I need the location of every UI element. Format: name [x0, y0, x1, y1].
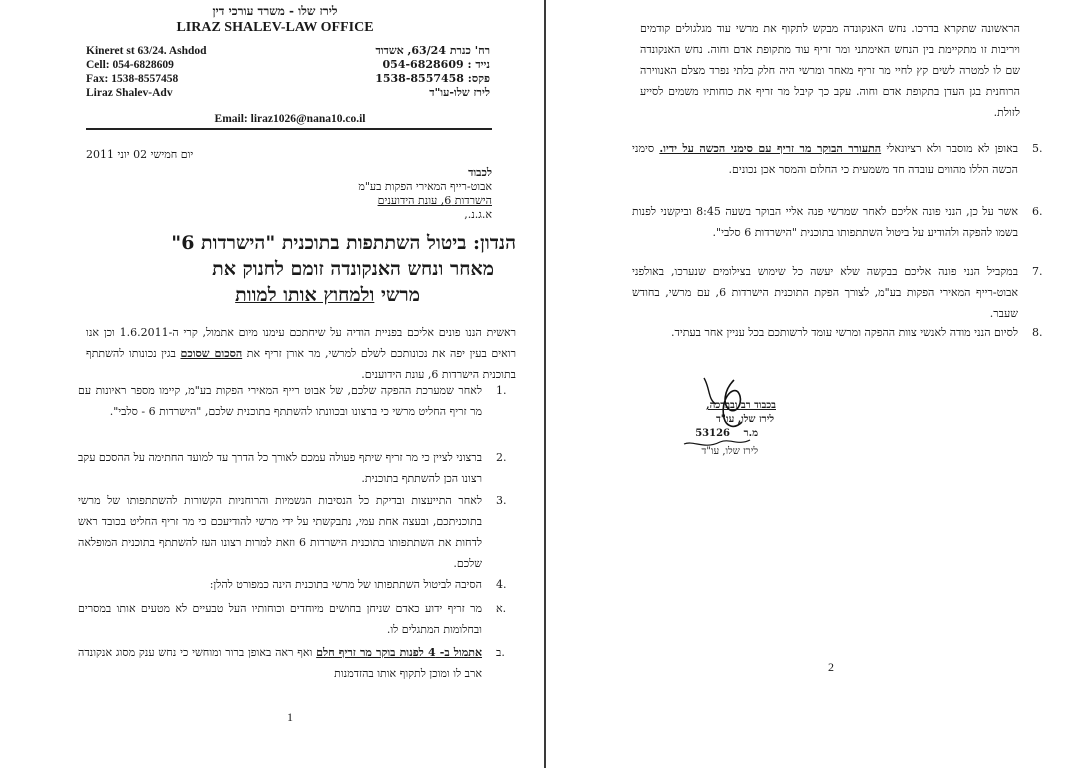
- letter-date: יום חמישי 02 יוני 2011: [86, 148, 194, 161]
- intro-tail: בגין נכונותו להשתתף בתוכנית הישרדות 6, עונת הידוענים.: [86, 347, 516, 381]
- item-text: במקביל הנני פונה אליכם בבקשה שלא יעשה כל שימוש בצילומים שנערכו, באולפני אבוט-רייף המאירי הפקות בע"מ, לצורך הפקת התוכנית הישרדות 6, עם מרשי, בחודש שעבר.: [632, 265, 1019, 320]
- recipient-company: אבוט-רייף המאירי הפקות בע"מ: [358, 180, 492, 193]
- subject-line-2: מאחר ונחש האנקונדה זומם לחנוק את: [212, 258, 494, 280]
- stamp-id-label: מ.ר: [743, 428, 758, 439]
- stamp-number: 53126: [695, 428, 730, 439]
- letter-subject: [86, 230, 516, 308]
- item-text: אשר על כן, הנני פונה אליכם לאחר שמרשי פנה אליי הבוקר בשעה 8:45 וביקשני לפנות בשמו להפקה ולהודיע על ביטול השתתפותו בתוכנית "הישרדות 6 סלבי".: [632, 205, 1019, 239]
- item-text: לאחר התייעצות ובדיקת כל הנסיבות הגשמיות והרוחניות הקשורות להשתתפותו של מרשי בתוכניתכם, ובעצה אחת עמי, נתבקשתי על ידי מרשי להודיעכם כי מר זריף החליט בכובד ראש לדחות את השתתפותו בתוכנית הישרדות 6 וזאת למרות רצונו העז להשתתף בתוכנית המופלאה שלכם.: [78, 494, 483, 570]
- item-body: ואף ראה באופן ברור ומוחשי כי נחש ענק מסוג אנקונדה ארב לו ומוכן לתקוף אותו בהזדמנות: [78, 646, 482, 680]
- english-address: Kineret st 63/24. Ashdod: [86, 45, 207, 57]
- item-text: [632, 138, 1018, 180]
- recipient-salutation: לכבוד: [468, 166, 492, 179]
- letterhead-hebrew-title: לירז שלו - משרד עורכי דין: [212, 4, 338, 18]
- item-underlined: התעורר הבוקר מר זריף עם סימני הכשה על ידיו.: [659, 142, 882, 155]
- stamp-name: לירז שלו, עו"ד: [716, 414, 774, 425]
- item-number: 8.: [1032, 326, 1043, 339]
- page-number: 2: [828, 660, 834, 674]
- item-prefix: באופן לא מוסבר ולא רציונאלי: [886, 142, 1018, 155]
- signature-closing: בכבוד רב ובברכה,: [706, 400, 776, 411]
- item-underlined: אתמול ב- 4 לפנות בוקר מר זריף חלם: [316, 646, 483, 659]
- recipient-greeting: א.ג.נ.,: [464, 208, 492, 221]
- hebrew-cell: נייד : 054-6828609: [382, 58, 490, 71]
- list-item: [632, 322, 1052, 343]
- item-number: 6.: [1032, 205, 1043, 218]
- letterhead-english-contact: [86, 44, 266, 100]
- item-text: מר זריף ידוע כאדם שניחן בחושים מיוחדים וכוחותיו העל טבעיים לא מטעים אותו במסרים ובחלומות המתגלים לו.: [78, 602, 482, 636]
- list-item: [78, 490, 516, 574]
- subject-line-3-plain: מרשי: [380, 284, 420, 306]
- item-number: 2.: [496, 451, 507, 464]
- english-fax: Fax: 1538-8557458: [86, 73, 179, 85]
- english-cell: Cell: 054-6828609: [86, 59, 174, 71]
- list-item: [78, 642, 516, 684]
- list-item: [78, 380, 516, 422]
- subject-line-3: [86, 282, 420, 308]
- hebrew-fax: פקס: 1538-8557458: [375, 72, 490, 85]
- letterhead-hebrew-contact: [328, 44, 490, 100]
- subject-line-3-underlined: ולמחוץ אותו למוות: [235, 284, 375, 306]
- item-number: ב.: [496, 646, 505, 659]
- item-number: 3.: [496, 494, 507, 507]
- hebrew-address: רח' כנרת 63/24, אשדוד: [375, 44, 490, 57]
- recipient-block: [300, 166, 492, 222]
- list-item: [78, 598, 516, 640]
- page-number: 1: [287, 710, 293, 724]
- letterhead-rule: [86, 128, 492, 130]
- intro-paragraph: [86, 322, 516, 385]
- item-number: 1.: [496, 384, 507, 397]
- item-text: ברצוני לציין כי מר זריף שיתף פעולה עמכם לאורך כל הדרך עד למועד החתימה על ההסכם עקב רצונו הכן להשתתף בתוכנית.: [78, 451, 482, 485]
- item-number: 4.: [496, 578, 507, 591]
- letterhead-email: Email: liraz1026@nana10.co.il: [214, 113, 366, 125]
- document-page-2: [546, 0, 1088, 768]
- item-text: לאחר שמערכת ההפקה שלכם, של אבוט רייף המאירי הפקות בע"מ, קיימו מספר ראיונות עם מר זריף החליט מרשי כי ברצונו ובכוונתו להשתתף בתוכנית שלכם, "הישרדות 6 - סלבי".: [78, 384, 482, 418]
- subject-line-1: הנדון: ביטול השתתפות בתוכנית "הישרדות 6": [171, 232, 516, 254]
- item-number: א.: [496, 602, 507, 615]
- item-text: לסיום הנני מודה לאנשי צוות ההפקה ומרשי עומד לרשותכם בכל עניין אחר בעתיד.: [671, 326, 1018, 339]
- continuation-paragraph: הראשונה שתקרא בדרכו. נחש האנקונדה מבקש לתקוף את מרשי עוד מגלגולים קודמים ויריבות זו מתקיימת בין הנחש האימתני ומר זריף עוד מתקופת אדם וחוה. נחש האנקונדה שם לו למטרה לשים קץ לחיי מר זריף מאחר ומרשי היה חלק בלתי נפרד מצלם האנווירה הרוחנית בגן העדן בתקופת אדם וחוה. עקב כך קיבל מר זריף את כוחותיו משמים לסייע לזולת.: [640, 22, 1020, 119]
- list-item: [78, 447, 516, 489]
- item-body: סימני הכשה הללו מהווים עובדה חד משמעית כי החלום והמסר אכן נכונים.: [632, 142, 1018, 176]
- intro-underlined: הסכום שסוכם: [180, 347, 243, 360]
- item-number: 5.: [1032, 142, 1043, 155]
- list-item: [632, 201, 1052, 243]
- item-text: [78, 642, 482, 684]
- hebrew-lawyer-name: לירז שלו-עו"ד: [429, 86, 490, 99]
- list-item: [632, 138, 1052, 180]
- letterhead-english-title: LIRAZ SHALEV-LAW OFFICE: [176, 20, 374, 35]
- recipient-show: הישרדות 6, עונת הידוענים: [377, 194, 492, 207]
- signature-stamp: [664, 370, 784, 470]
- signature-printed-name: לירז שלו, עו"ד: [701, 446, 758, 457]
- item-number: 7.: [1032, 265, 1043, 278]
- intro-text: ראשית הננו פונים אליכם בפניית הודיה על שיחתכם עימנו מיום אתמול, קרי ה-1.6.2011 וכן אנו רואים בעין יפה את נכונותכם לשלם למרשי, מר אורן זריף את: [86, 326, 517, 360]
- list-item: [632, 261, 1052, 324]
- item-text: הסיבה לביטול השתתפותו של מרשי בתוכנית הינה כמפורט להלן:: [209, 578, 482, 591]
- list-item: [78, 574, 516, 595]
- english-lawyer-name: Liraz Shalev-Adv: [86, 87, 173, 99]
